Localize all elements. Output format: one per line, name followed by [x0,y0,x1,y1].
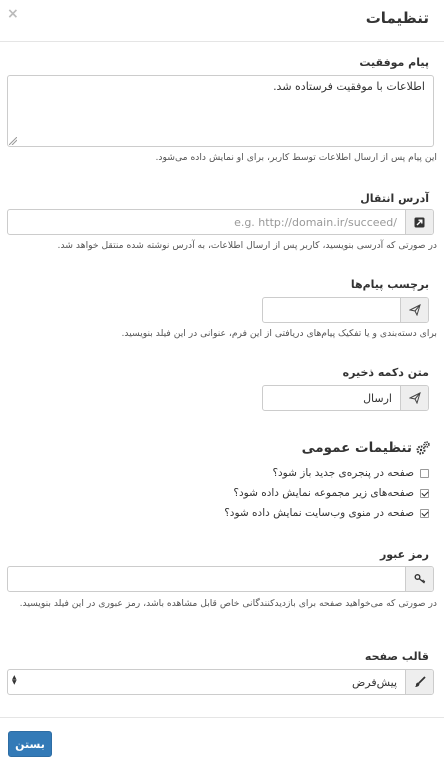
save-button-text-label: متن دکمه ذخیره [342,366,429,379]
password-input[interactable] [8,567,405,591]
general-settings-title: تنظیمات عمومی [301,440,412,456]
success-message-help: این پیام پس از ارسال اطلاعات توسط کاربر، برای او نمایش داده می‌شود. [155,152,437,163]
paper-plane-icon [400,298,428,322]
password-help: در صورتی که می‌خواهید صفحه برای بازدیدکنندگانی خاص قابل مشاهده باشد، رمز عبوری در این فیلد بنویسید. [19,598,437,609]
cogs-icon [416,441,430,455]
message-tag-group [262,297,429,323]
checkbox[interactable] [420,489,429,498]
page-template-group [7,669,434,695]
modal-title: تنظیمات [365,9,429,27]
redirect-url-label: آدرس انتقال [360,192,429,205]
footer-divider [0,717,444,718]
message-tag-help: برای دسته‌بندی و یا تفکیک پیام‌های دریافتی از این فرم، عنوانی در این فیلد بنویسید. [121,328,437,339]
password-group [7,566,434,592]
success-message-value: اطلاعات با موفقیت فرستاده شد. [273,80,425,93]
option-new-window[interactable] [272,467,429,479]
brush-icon [405,670,433,694]
success-message-textarea[interactable] [7,75,434,147]
success-message-label: پیام موفقیت [359,56,429,69]
option-label: صفحه در منوی وب‌سایت نمایش داده شود؟ [224,507,414,519]
page-template-select[interactable] [8,670,405,694]
redirect-url-group [7,209,434,235]
save-button-text-input[interactable]: ارسال [363,391,392,405]
redirect-url-input[interactable]: e.g. http://domain.ir/succeed/ [234,215,397,229]
modal-header [0,0,444,42]
password-label: رمز عبور [379,548,429,561]
external-link-icon [405,210,433,234]
key-icon [405,567,433,591]
option-show-in-menu[interactable] [224,507,429,519]
page-template-value: پیش‌فرض [351,675,397,689]
general-settings-heading [302,440,430,456]
close-button[interactable]: بستن [8,731,52,757]
select-arrows-icon: ▲ ▼ [12,674,17,686]
resize-handle-icon[interactable] [9,137,17,145]
save-button-text-group [262,385,429,411]
option-label: صفحه‌های زیر مجموعه نمایش داده شود؟ [233,487,414,499]
message-tag-label: برچسب پیام‌ها [350,278,429,291]
option-show-children[interactable] [233,487,429,499]
message-tag-input[interactable] [263,298,400,322]
option-label: صفحه در پنجره‌ی جدید باز شود؟ [272,467,414,479]
checkbox[interactable] [420,509,429,518]
checkbox[interactable] [420,469,429,478]
close-icon[interactable]: × [7,6,19,22]
paper-plane-icon [400,386,428,410]
page-template-label: قالب صفحه [364,650,429,663]
redirect-url-help: در صورتی که آدرسی بنویسید، کاربر پس از ارسال اطلاعات، به آدرس نوشته شده منتقل خواهد شد. [57,240,437,251]
